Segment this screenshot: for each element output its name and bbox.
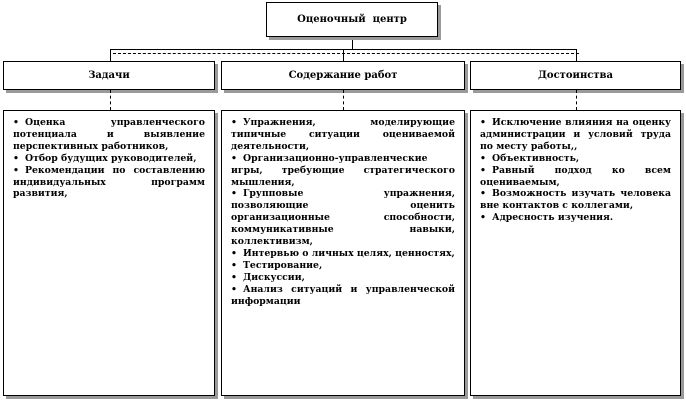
list-item: • Исключение влияния на оценку администрации и условий труда по месту работы,, xyxy=(480,117,671,152)
connector-shadow-line xyxy=(113,53,579,54)
list-item: • Равный подход ко всем оцениваемым, xyxy=(480,164,671,188)
list-item: • Рекомендации по составлению индивидуальных программ развития, xyxy=(13,164,205,200)
list-item: • Анализ ситуаций и управленческой информации xyxy=(231,283,455,307)
tasks-list-box xyxy=(3,110,215,396)
bullet-icon: • xyxy=(231,188,237,200)
tasks-header: Задачи xyxy=(88,70,130,81)
bullet-icon: • xyxy=(480,188,486,200)
list-item: • Групповые упражнения, позволяющие оценить организационные способности, коммуникативные навыки, коллективизм, xyxy=(231,188,455,248)
list-item: • Тестирование, xyxy=(231,259,323,271)
tasks-header-box xyxy=(3,61,215,90)
advantages-header-box xyxy=(470,61,681,90)
bullet-icon: • xyxy=(231,247,237,259)
list-item: • Возможность изучать человека вне контактов с коллегами, xyxy=(480,188,671,212)
tasks-list xyxy=(4,111,214,204)
connector-to-tasks xyxy=(110,49,111,61)
list-item: • Оценка управленческого потенциала и выявление перспективных работников, xyxy=(13,117,205,152)
content-list xyxy=(222,111,464,312)
connector-to-advantages xyxy=(576,49,577,61)
bullet-icon: • xyxy=(480,117,486,128)
assessment-center-box xyxy=(266,2,438,37)
list-item: • Адресность изучения. xyxy=(480,212,614,224)
connector-center-down xyxy=(352,37,353,49)
bullet-icon: • xyxy=(231,152,237,164)
advantages-list xyxy=(471,111,680,228)
content-header-box xyxy=(221,61,465,90)
bullet-icon: • xyxy=(13,152,19,164)
advantages-list-box xyxy=(470,110,681,396)
connector-content-down xyxy=(343,90,344,110)
list-item: • Дискуссии, xyxy=(231,271,305,283)
list-item: • Интервью о личных целях, ценностях, xyxy=(231,247,455,259)
content-header: Содержание работ xyxy=(288,70,398,81)
list-item: • Отбор будущих руководителей, xyxy=(13,152,197,164)
list-item: • Упражнения, моделирующие типичные ситуации оцениваемой деятельности, xyxy=(231,117,455,152)
bullet-icon: • xyxy=(480,212,486,224)
connector-advantages-down xyxy=(576,90,577,110)
bullet-icon: • xyxy=(13,164,19,176)
bullet-icon: • xyxy=(13,117,19,128)
list-item: • Объективность, xyxy=(480,152,580,164)
bullet-icon: • xyxy=(231,271,237,283)
advantages-header: Достоинства xyxy=(538,70,613,81)
connector-tasks-down xyxy=(110,90,111,110)
bullet-icon: • xyxy=(480,152,486,164)
bullet-icon: • xyxy=(231,117,237,128)
connector-to-content xyxy=(343,49,344,61)
assessment-center-title: Оценочный центр xyxy=(297,14,407,25)
list-item: • Организационно-управленческие игры, требующие стратегического мышления, xyxy=(231,152,455,188)
content-list-box xyxy=(221,110,465,396)
bullet-icon: • xyxy=(231,283,237,295)
bullet-icon: • xyxy=(480,164,486,176)
bullet-icon: • xyxy=(231,259,237,271)
